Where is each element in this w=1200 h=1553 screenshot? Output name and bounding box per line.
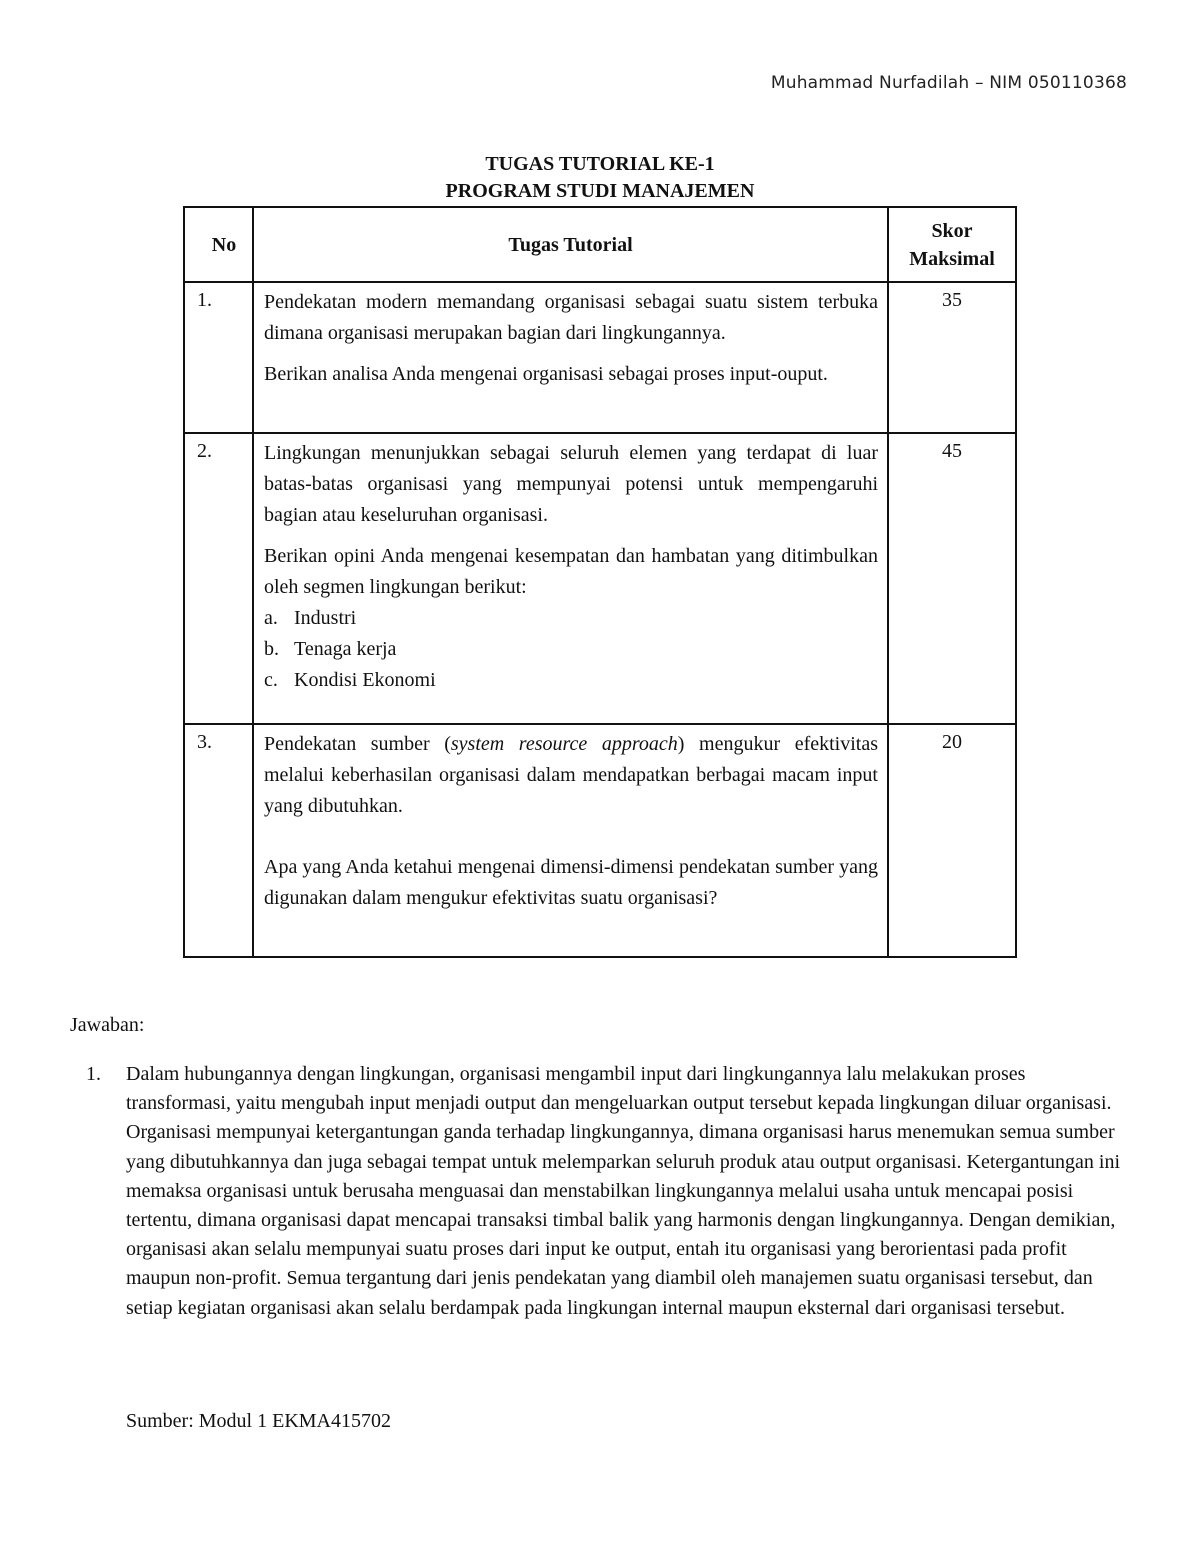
task-description: Lingkungan menunjukkan sebagai seluruh elemen yang terdapat di luar batas-batas organisasi yang mempunyai potensi untuk mempengaruhi bagian atau keseluruhan organisasi.: [264, 442, 878, 526]
list-marker: b.: [264, 638, 279, 660]
list-item: [264, 634, 878, 665]
header-author: Muhammad Nurfadilah – NIM 050110368: [770, 73, 1127, 93]
row-number: 2.: [184, 433, 253, 724]
list-item: [264, 603, 878, 634]
task-question: Berikan opini Anda mengenai kesempatan dan hambatan yang ditimbulkan oleh segmen lingkungan berikut:: [264, 545, 878, 598]
task-description: [264, 729, 878, 822]
title-line-1: TUGAS TUTORIAL KE-1: [485, 153, 715, 175]
task-question: Berikan analisa Anda mengenai organisasi sebagai proses input-ouput.: [264, 363, 828, 385]
task-question: Apa yang Anda ketahui mengenai dimensi-dimensi pendekatan sumber yang digunakan dalam mengukur efektivitas suatu organisasi?: [264, 856, 878, 909]
list-marker: c.: [264, 669, 278, 691]
tutorial-task-table: [183, 206, 1017, 958]
max-score: 20: [888, 724, 1016, 957]
task-text-pre: Pendekatan sumber (: [264, 733, 451, 755]
list-marker: a.: [264, 607, 278, 629]
task-description: Pendekatan modern memandang organisasi sebagai suatu sistem terbuka dimana organisasi merupakan bagian dari lingkungannya.: [264, 291, 878, 344]
table-row: [184, 724, 1016, 957]
row-number: 1.: [184, 282, 253, 433]
answer-item: [86, 1060, 1126, 1323]
segment-list: [264, 603, 878, 696]
task-cell: [253, 724, 888, 957]
list-text: Tenaga kerja: [294, 638, 397, 660]
answer-text: Dalam hubungannya dengan lingkungan, organisasi mengambil input dari lingkungannya lalu melakukan proses transformasi, yaitu mengubah input menjadi output dan mengeluarkan output tersebut kepada lingkungan diluar organisasi. Organisasi mempunyai ketergantungan ganda terhadap lingkungannya, dimana organisasi harus menemukan semua sumber yang dibutuhkannya dan juga sebagai tempat untuk melemparkan seluruh produk atau output organisasi. Ketergantungan ini memaksa organisasi untuk berusaha menguasai dan menstabilkan lingkungannya melalui usaha untuk mencapai posisi tertentu, dimana organisasi dapat mencapai transaksi timbal balik yang harmonis dengan lingkungannya. Dengan demikian, organisasi akan selalu mempunyai suatu proses dari input ke output, entah itu organisasi yang berorientasi pada profit maupun non-profit. Semua tergantung dari jenis pendekatan yang diambil oleh manajemen suatu organisasi tersebut, dan setiap kegiatan organisasi akan selalu berdampak pada lingkungan internal maupun eksternal dari organisasi tersebut.: [126, 1063, 1121, 1319]
max-score: 35: [888, 282, 1016, 433]
list-item: [264, 665, 878, 696]
list-text: Industri: [294, 607, 357, 629]
list-text: Kondisi Ekonomi: [294, 669, 436, 691]
source-citation: Sumber: Modul 1 EKMA415702: [126, 1410, 391, 1432]
document-title: [0, 151, 1200, 205]
task-text-italic: system resource approach: [450, 733, 678, 755]
task-text-post: ) mengukur efektivitas melalui keberhasilan organisasi dalam mendapatkan berbagai macam input yang dibutuhkan.: [264, 733, 878, 817]
table-header-row: [184, 207, 1016, 282]
header-task: Tugas Tutorial: [253, 207, 888, 282]
header-no: No: [184, 207, 253, 282]
task-cell: [253, 433, 888, 724]
row-number: 3.: [184, 724, 253, 957]
header-score: Skor Maksimal: [888, 207, 1016, 282]
table-row: [184, 433, 1016, 724]
answer-number: 1.: [86, 1063, 101, 1085]
title-line-2: PROGRAM STUDI MANAJEMEN: [445, 180, 755, 202]
max-score: 45: [888, 433, 1016, 724]
answer-label: Jawaban:: [70, 1014, 145, 1036]
table-row: [184, 282, 1016, 433]
task-cell: [253, 282, 888, 433]
